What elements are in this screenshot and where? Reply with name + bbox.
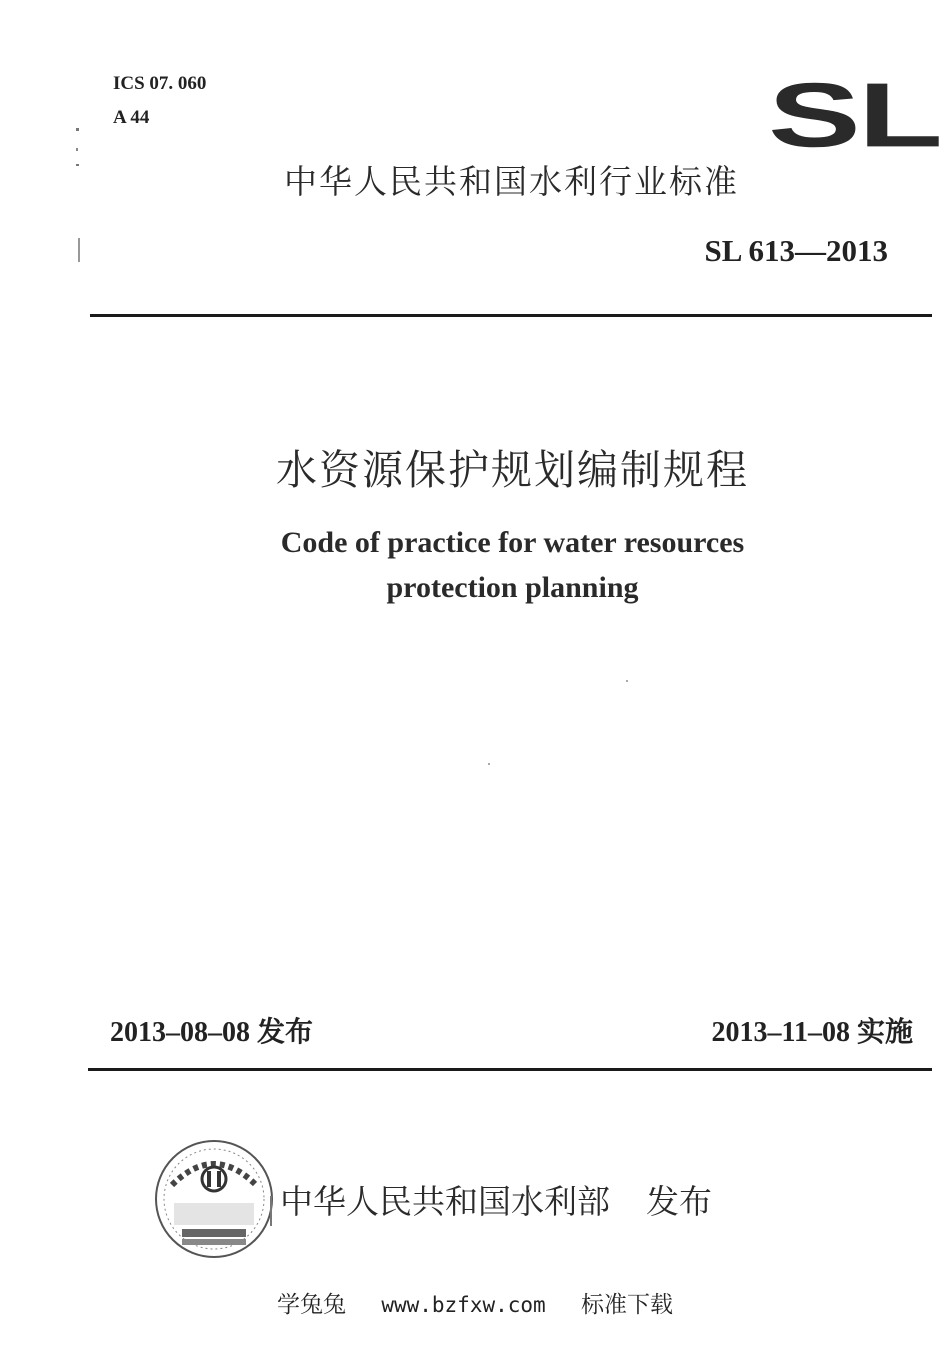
standard-number: SL 613—2013	[704, 233, 888, 268]
ics-code: ICS 07. 060	[113, 73, 207, 94]
implement-date-block	[712, 1012, 913, 1053]
publisher-label: 发布	[646, 1182, 712, 1221]
bottom-divider	[88, 1068, 932, 1071]
title-english-line-2: protection planning	[386, 571, 639, 604]
date-row	[110, 1012, 913, 1053]
title-english	[0, 520, 950, 610]
classification-code: A 44	[113, 107, 150, 128]
issue-label: 发布	[257, 1015, 314, 1048]
issue-date: 2013–08–08	[110, 1017, 250, 1048]
footer-site-name: 学兔兔	[277, 1292, 346, 1318]
implement-label: 实施	[856, 1015, 913, 1048]
industry-standard-heading: 中华人民共和国水利行业标准	[284, 162, 739, 201]
publisher-line	[280, 1180, 712, 1224]
title-chinese: 水资源保护规划编制规程	[276, 446, 749, 494]
issue-date-block	[110, 1012, 313, 1053]
footer-tagline: 标准下载	[581, 1292, 673, 1318]
top-divider	[90, 314, 932, 317]
sl-logo: SL	[768, 64, 941, 167]
footer-watermark	[0, 1288, 950, 1322]
footer-url[interactable]: www.bzfxw.com	[381, 1293, 546, 1317]
title-english-line-1: Code of practice for water resources	[280, 526, 745, 559]
publisher-name: 中华人民共和国水利部	[280, 1182, 610, 1221]
publisher-seal-icon	[152, 1137, 276, 1261]
implement-date: 2013–11–08	[711, 1017, 850, 1048]
